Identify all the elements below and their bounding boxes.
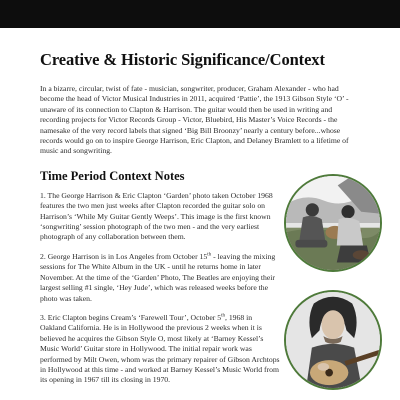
- note-2-superscript: th: [207, 252, 212, 258]
- note-1: [40, 191, 280, 243]
- intro-paragraph: In a bizarre, circular, twist of fate - musician, songwriter, producer, Graham Alexander - who had become the head of Victor Musical Industries in 2011, acquired ‘Pattie’, the 1913 Gibson Style ‘O’ - unaware of its connection to Clapton & Harrison. The guitar would then be used in writing and recording projects for Victor Records Group - Victor, Bluebird, His Master’s Voice Records - the namesake of the very record labels that signed ‘Big Bill Broonzy’ nearly a century before...whose records would go on to inspire George Harrison, Eric Clapton, and Delaney Bramlett to a lifetime of music and songwriting.: [40, 84, 349, 156]
- note-2: [40, 252, 280, 304]
- note-2-text-start: 2. George Harrison is in Los Angeles from October 15: [40, 251, 208, 261]
- note-3-text-end: , 1968 in Oakland California. He is in Hollywood the previous 2 weeks when it is believed he acquires the Gibson Style O, most likely at ‘Barney Kessel’s Music World’ Guitar store in Hollywood. The initial repair work was performed by Milt Owen, whom was the primary repairer of Gibson Archtops in Hollywood at this time - and worked at Barney Kessel’s Music World from its opening in 1967 till its closing in 1970.: [40, 312, 280, 385]
- top-banner: [0, 0, 400, 28]
- clapton-portrait-photo: [284, 290, 382, 390]
- note-2-text-end: - leaving the mixing sessions for The White Album in the UK - until he returns home in later November. At the time of the ‘Garden’ Photo, The Beatles are enjoying their largest selling #1 single, ‘Hey Jude’, which was released weeks before the photo was taken.: [40, 251, 276, 303]
- note-3-superscript: th: [221, 313, 225, 319]
- note-3-text-start: 3. Eric Clapton begins Cream’s ‘Farewell Tour’, October 5: [40, 312, 222, 322]
- page-title: Creative & Historic Significance/Context: [40, 50, 325, 69]
- section-title: Time Period Context Notes: [40, 168, 185, 183]
- note-3: [40, 313, 280, 386]
- note-1-text: 1. The George Harrison & Eric Clapton ‘Garden’ photo taken October 1968 features the two men just weeks after Clapton recorded the guitar solo on Harrison’s ‘While My Guitar Gently Weeps’. This image is the first known ‘songwriting’ session photograph of the two men - and the very earliest photograph of any collaboration between them.: [40, 190, 273, 242]
- garden-photo: [284, 174, 382, 272]
